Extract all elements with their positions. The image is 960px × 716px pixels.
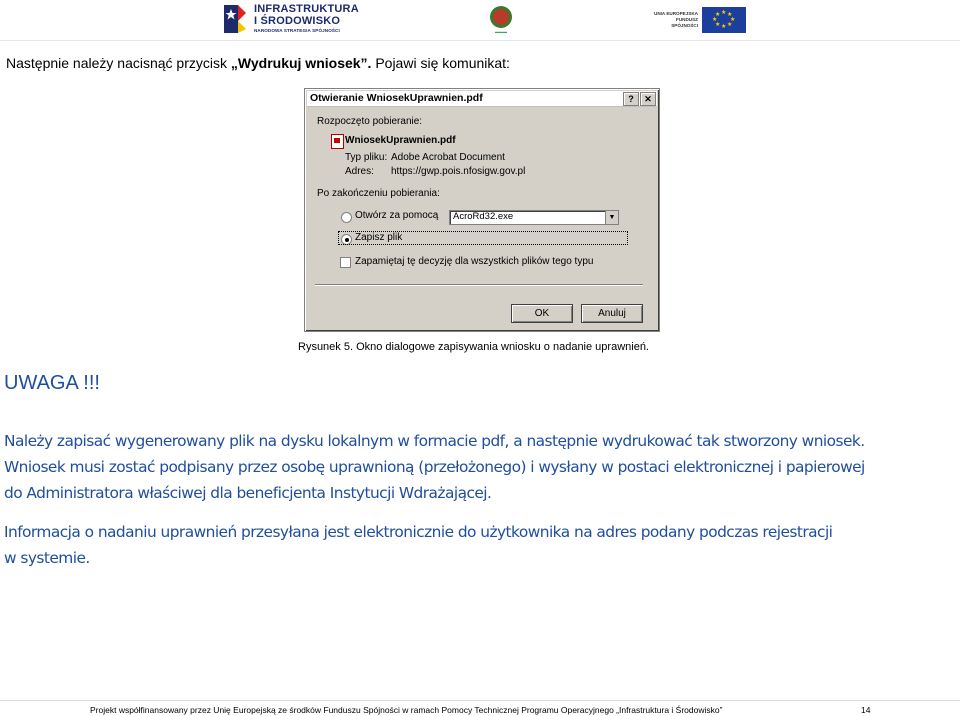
file-name: WniosekUprawnien.pdf — [345, 135, 456, 146]
intro-text — [6, 55, 510, 71]
p2-line2: w systemie. — [4, 549, 90, 567]
intro-after: Pojawi się komunikat: — [371, 55, 510, 71]
intro-before: Następnie należy nacisnąć przycisk — [6, 55, 231, 71]
logo-line3: NARODOWA STRATEGIA SPÓJNOŚCI — [254, 28, 340, 34]
p1-line1: Należy zapisać wygenerowany plik na dysku lokalnym w formacie pdf, a następnie wydrukować tak stworzony wniosek. — [4, 432, 865, 450]
remember-checkbox[interactable] — [340, 257, 351, 268]
file-type-label: Typ pliku: — [345, 152, 388, 163]
eu-line2: FUNDUSZ SPÓJNOŚCI — [671, 17, 698, 28]
footer-text: Projekt współfinansowany przez Unię Europejską ze środków Funduszu Spójności w ramach Pomocy Technicznej Programu Operacyjnego „Infrastruktura i Środowisko” — [90, 705, 723, 715]
download-dialog — [304, 88, 660, 332]
file-type-value: Adobe Acrobat Document — [391, 152, 505, 163]
address-label: Adres: — [345, 166, 374, 177]
page-number: 14 — [861, 705, 871, 715]
eu-line1: UNIA EUROPEJSKA — [654, 11, 698, 17]
download-started-label: Rozpoczęto pobieranie: — [317, 116, 423, 127]
header-divider — [0, 40, 960, 41]
logo-nfosigw — [486, 6, 516, 38]
ok-button[interactable]: OK — [511, 304, 573, 323]
dialog-titlebar — [307, 91, 657, 107]
dialog-separator — [315, 284, 643, 286]
save-file-label[interactable]: Zapisz plik — [355, 232, 403, 243]
eu-flag-icon: ★ ★ ★ ★ ★ ★ ★ ★ — [702, 7, 746, 33]
intro-bold: „Wydrukuj wniosek”. — [230, 55, 372, 71]
cancel-button[interactable]: Anuluj — [581, 304, 643, 323]
warning-heading: UWAGA !!! — [4, 372, 100, 394]
logo-line2: I ŚRODOWISKO — [254, 15, 341, 28]
nfosigw-subtext: ▬▬▬ — [495, 29, 507, 34]
logo-line1: INFRASTRUKTURA — [254, 3, 359, 16]
eu-logo-text — [650, 11, 698, 29]
open-with-radio[interactable] — [341, 212, 352, 223]
remember-label[interactable]: Zapamiętaj tę decyzję dla wszystkich plików tego typu — [355, 256, 594, 267]
paragraph-save-print — [4, 428, 958, 506]
after-download-label: Po zakończeniu pobierania: — [317, 188, 440, 199]
logo-unia-europejska — [650, 6, 746, 34]
open-with-app-value: AcroRd32.exe — [453, 211, 514, 222]
logo-infrastruktura-i-srodowisko — [222, 0, 372, 38]
nfosigw-emblem-icon — [490, 6, 512, 28]
figure-caption: Rysunek 5. Okno dialogowe zapisywania wniosku o nadanie uprawnień. — [298, 341, 649, 353]
pdf-file-icon — [331, 134, 344, 149]
dialog-title: Otwieranie WniosekUprawnien.pdf — [310, 92, 483, 104]
help-icon[interactable]: ? — [623, 92, 639, 106]
open-with-app-select[interactable] — [449, 210, 619, 225]
open-with-label[interactable]: Otwórz za pomocą — [355, 210, 439, 221]
logo-mark-icon — [222, 3, 248, 35]
chevron-down-icon[interactable]: ▼ — [605, 211, 618, 224]
logo-text — [254, 4, 359, 34]
footer-divider — [0, 700, 960, 701]
address-value: https://gwp.pois.nfosigw.gov.pl — [391, 166, 526, 177]
paragraph-info — [4, 519, 958, 571]
p1-line2: Wniosek musi zostać podpisany przez osobę uprawnioną (przełożonego) i wysłany w postaci elektronicznej i papierowej — [4, 458, 865, 476]
p2-line1: Informacja o nadaniu uprawnień przesyłana jest elektronicznie do użytkownika na adres podany podczas rejestracji — [4, 523, 833, 541]
p1-line3: do Administratora właściwej dla beneficjenta Instytucji Wdrażającej. — [4, 484, 492, 502]
close-icon[interactable]: ✕ — [640, 92, 656, 106]
